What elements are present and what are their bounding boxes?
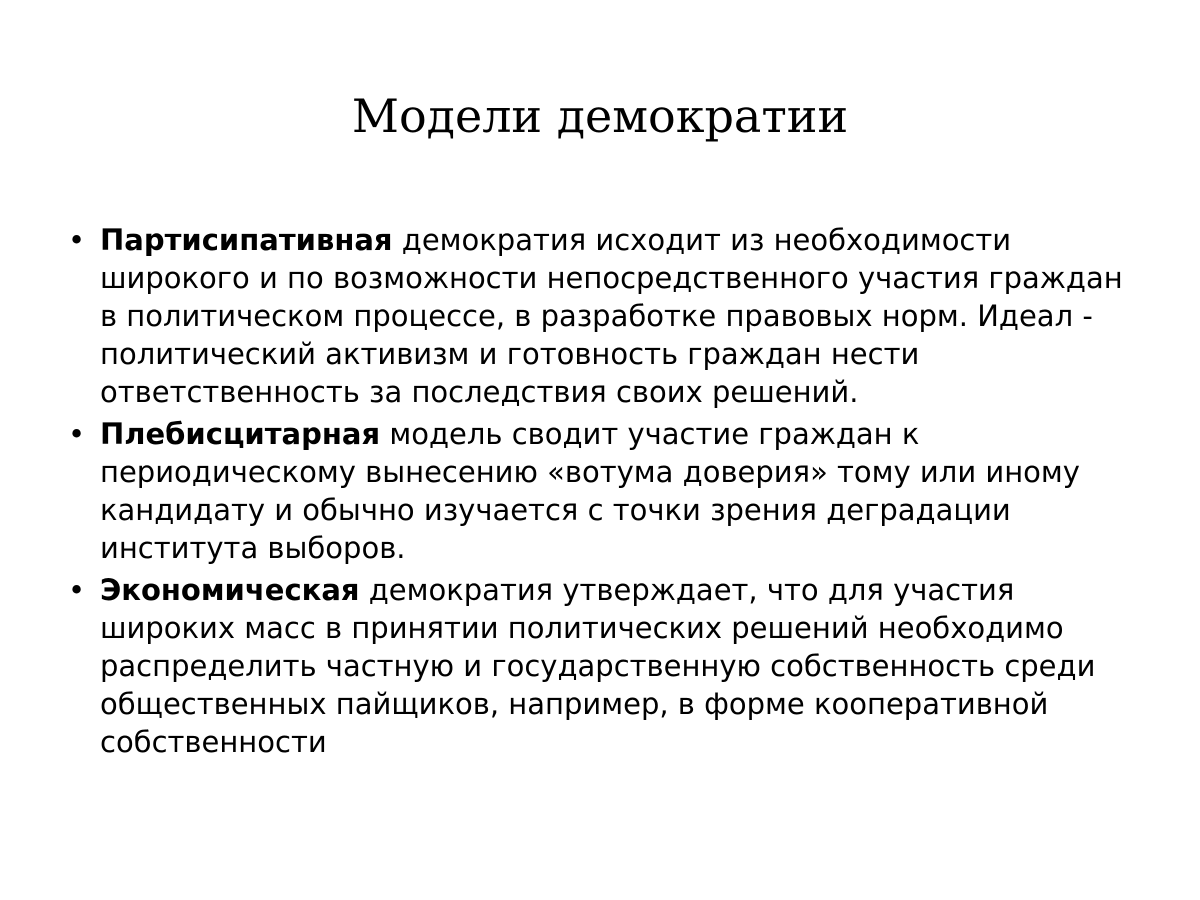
- bullet-list: [68, 221, 1138, 765]
- bullet-term: Плебисцитарная: [100, 417, 381, 451]
- bullet-term: Экономическая: [100, 573, 360, 607]
- slide-title: Модели демократии: [351, 89, 849, 143]
- bullet-icon: •: [68, 223, 86, 257]
- bullet-icon: •: [68, 573, 86, 607]
- bullet-text: демократия утверждает, что для участия широких масс в принятии политических решений необходимо распределить частную и государственную собственность среди общественных пайщиков, например, в форме кооперативной собственности: [100, 573, 1096, 759]
- bullet-item-plebiscitary: [68, 415, 1138, 567]
- bullet-term: Партисипативная: [100, 223, 393, 257]
- bullet-text: демократия исходит из необходимости широкого и по возможности непосредственного участия граждан в политическом процессе, в разработке правовых норм. Идеал - политический активизм и готовность граждан нести ответственность за последствия своих решений.: [100, 223, 1123, 409]
- bullet-item-participatory: [68, 221, 1138, 411]
- bullet-text: модель сводит участие граждан к периодическому вынесению «вотума доверия» тому или иному кандидату и обычно изучается с точки зрения деградации института выборов.: [100, 417, 1080, 565]
- bullet-item-economic: [68, 571, 1138, 761]
- bullet-icon: •: [68, 417, 86, 451]
